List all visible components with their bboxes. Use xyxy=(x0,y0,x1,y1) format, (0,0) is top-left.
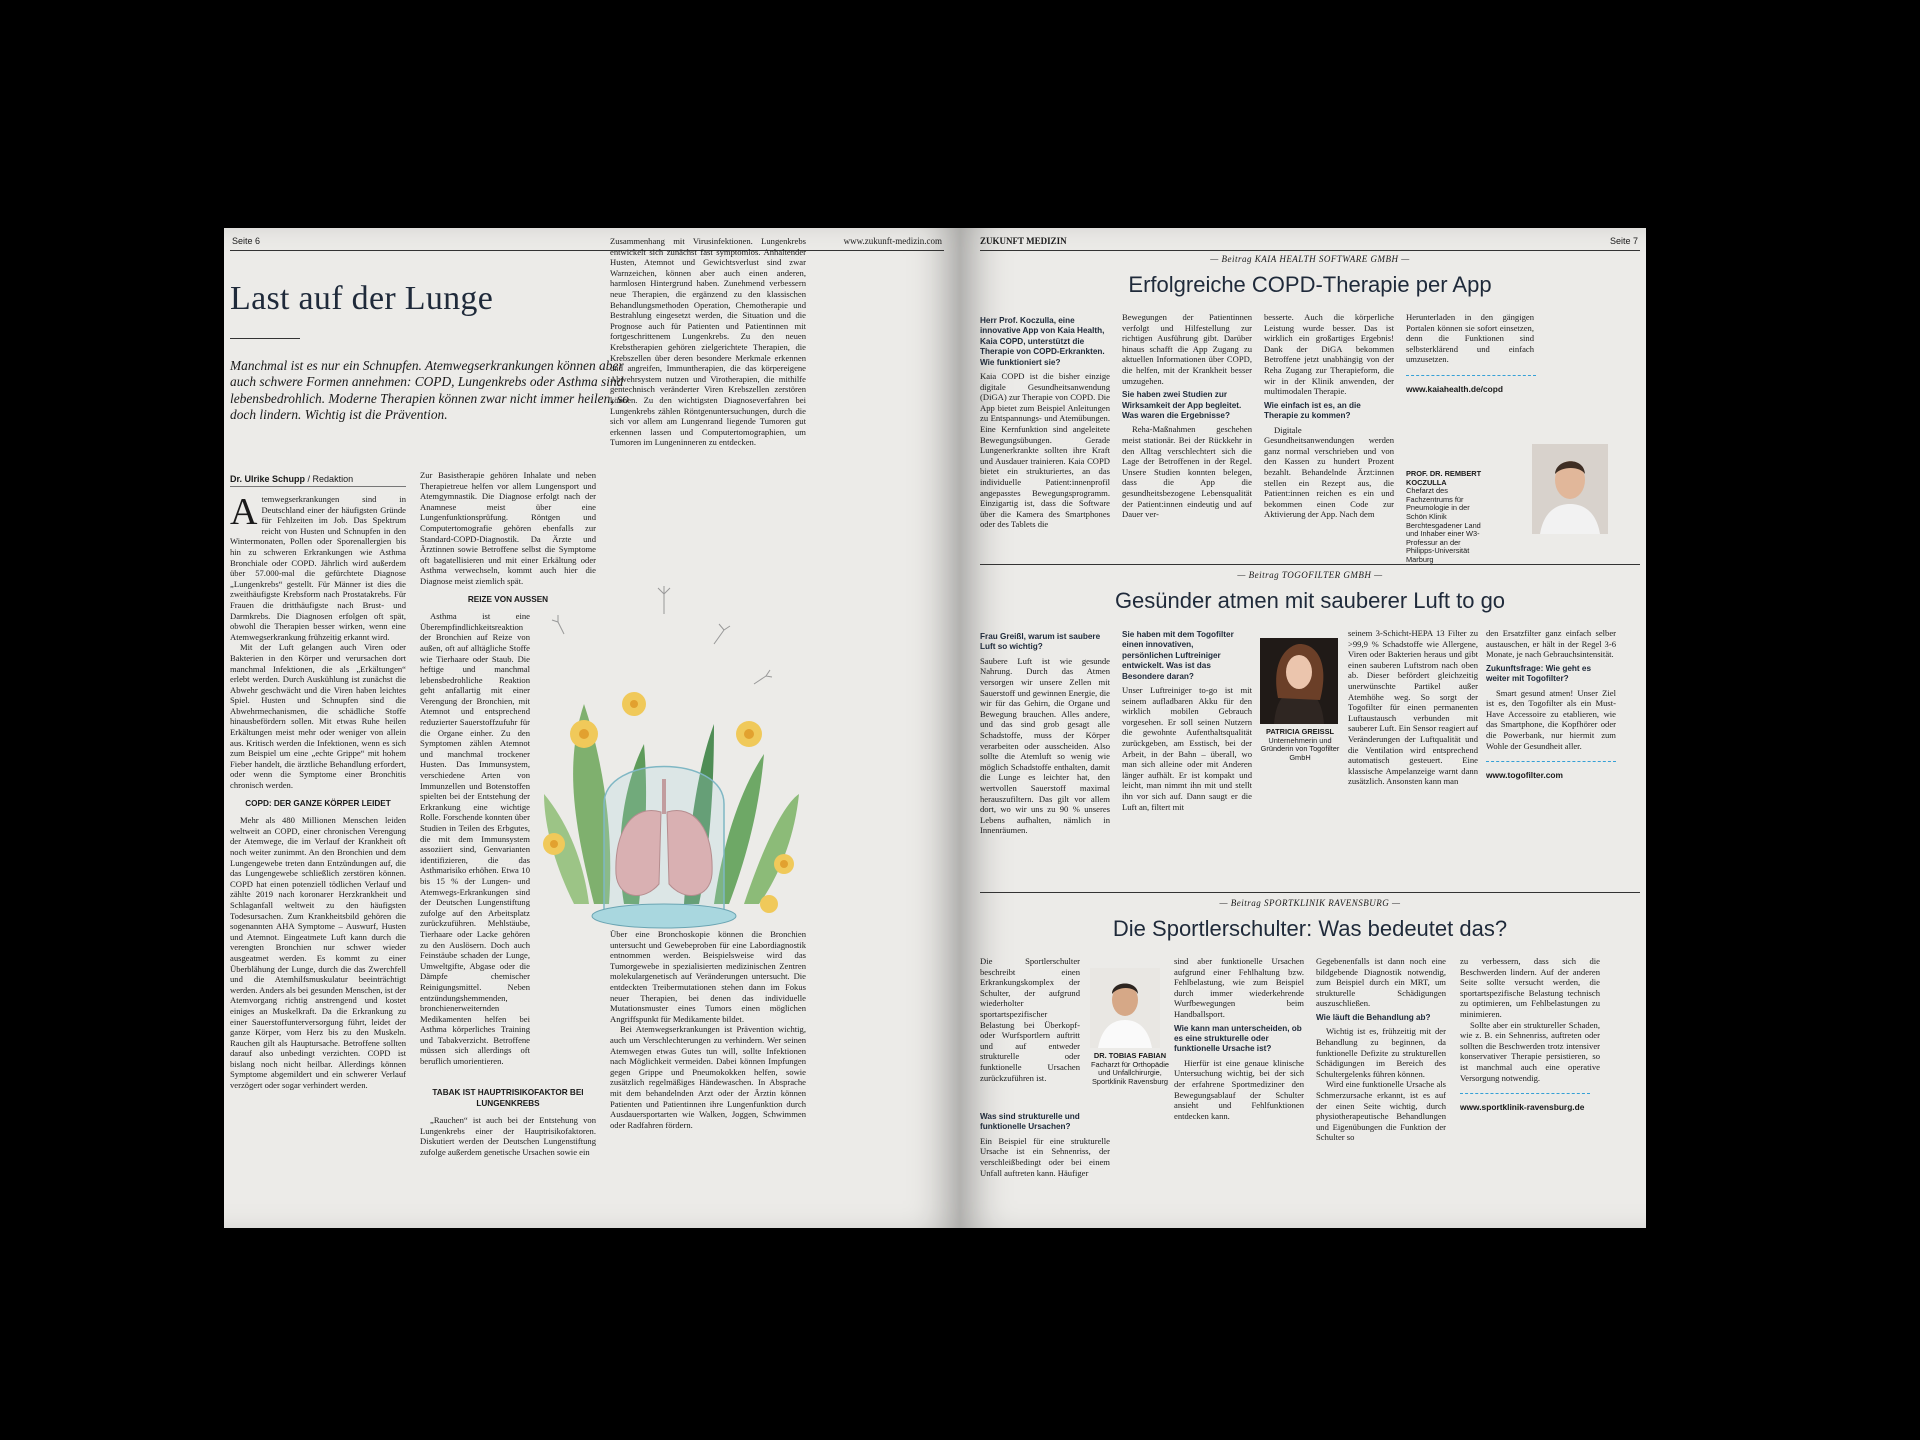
paragraph: Wird eine funktionelle Ursache als Schmerzursache erkannt, ist es auf der einen Seite wichtig, durch physiotherapeutische Behandlungen und Eigenübungen die Funktion der Schulter so xyxy=(1316,1079,1446,1143)
person-icon xyxy=(1532,444,1608,534)
byline-rule xyxy=(230,486,406,487)
paragraph: Herunterladen in den gängigen Portalen können sie sofort einsetzen, denn die Funktionen sind selbsterklärend und einfach umzusetzen. xyxy=(1406,312,1534,365)
author-name: Dr. Ulrike Schupp xyxy=(230,474,306,484)
author-role: / Redaktion xyxy=(307,474,354,484)
drop-cap: A xyxy=(230,491,258,533)
interview-column xyxy=(1316,956,1446,1143)
header-rule xyxy=(230,250,944,251)
person-name: DR. TOBIAS FABIAN xyxy=(1093,1051,1167,1060)
person-icon xyxy=(1090,968,1160,1048)
interview-column xyxy=(980,1108,1110,1178)
paragraph: Saubere Luft ist wie gesunde Nahrung. Durch das Atmen versorgen wir unsere Zellen mit Sauerstoff und gewinnen Energie, die wir für das Gehirn, die Organe und Bewegung brauchen. Alles andere, und das sind grob gesagt alle Schadstoffe, muss der Körper verarbeiten oder ausscheiden. Also sollte die Atemluft so wenig wie möglich Schadstoffe enthalten, damit die Lunge es leichter hat, den wertvollen Sauerstoff maximal herauszufiltern. Das gilt vor allem dort, wo wir uns zu 90 % unseres Lebens aufhalten, nämlich in Innenräumen. xyxy=(980,655,1110,836)
interview-column xyxy=(980,312,1110,530)
paragraph: besserte. Auch die körperliche Leistung wurde besser. Das ist wirklich ein großartiges Ergebnis! Dank der DiGA bekommen Betroffene jetzt unabhängig von der Reha Zugang zur Therapieform, die wir in der Klinik anwenden, der multimodalen Therapie. xyxy=(1264,312,1394,397)
link-divider xyxy=(1460,1093,1590,1094)
interview-question: Herr Prof. Koczulla, eine innovative App von Kaia Health, Kaia COPD, unterstützt die Therapie von COPD-Erkrankten. Wie funktioniert sie? xyxy=(980,316,1105,367)
interview-question: Was sind strukturelle und funktionelle Ursachen? xyxy=(980,1112,1080,1132)
intro-paragraph: temwegserkrankungen sind in Deutschland einer der häufigsten Gründe für Fehlzeiten im Job. Das Spektrum reicht von Husten und Schnupfen in den Wintermonaten, Pollen oder Sporenallergien bis hin zu schweren Erkrankungen wie Asthma Bronchiale oder COPD. Jährlich wird außerdem über 57.000-mal die gefürchtete Diagnose „Lungenkrebs“ gestellt. Für Männer ist dies die zweithäufigste Krebsform nach Prostatakrebs. Für Frauen die dritthäufigste nach Brust- und Darmkrebs. Die Diagnosen erfolgen oft spät, obwohl die Therapien besser wirken, wenn eine Atemwegserkrankung frühzeitig erkannt wird. xyxy=(230,494,406,642)
portrait-caption xyxy=(1090,1052,1170,1086)
paragraph: Ein Beispiel für eine strukturelle Ursache ist ein Sehnenriss, der verschleißbedingt oder bei einem Unfall auftreten kann. Häufiger xyxy=(980,1135,1110,1178)
article-column-2b xyxy=(420,1080,596,1158)
glass-dome-icon xyxy=(592,767,736,929)
person-role: Facharzt für Orthopädie und Unfallchirurgie, Sportklinik Ravensburg xyxy=(1090,1059,1170,1086)
interview-question: Wie einfach ist es, an die Therapie zu kommen? xyxy=(1264,400,1361,421)
person-name: PROF. DR. REMBERT KOCZULLA xyxy=(1406,469,1482,487)
paragraph: Reha-Maßnahmen geschehen meist stationär. Bei der Rückkehr in den Alltag verschlechtert sich die Lage der Betroffenen in der Regel. Unsere Studien konnten belegen, dass die App die gesundheitsbezogene Lebensqualität der Patient:innen eindeutig und auf Dauer ver- xyxy=(1122,424,1252,520)
left-page xyxy=(224,228,960,1228)
paragraph: „Rauchen“ ist auch bei der Entstehung von Lungenkrebs einer der Hauptrisikofaktoren. Diskutiert werden der Deutschen Lungenstiftung zufolge außerdem genetische Ursachen sowie ein xyxy=(420,1115,596,1157)
paragraph: Sollte aber ein struktureller Schaden, wie z. B. ein Sehnenriss, auftreten oder sollten die Beschwerden trotz intensiver konservativer Therapie persistieren, so ist manchmal auch eine operative Versorgung notwendig. xyxy=(1460,1019,1600,1083)
paragraph: Kaia COPD ist die bisher einzige digitale Gesundheitsanwendung (DiGA) zur Therapie von COPD. Die App bietet zum Beispiel Anleitungen zu Entspannungs- und Atemübungen. Eine Kernfunktion sind angeleitete Bewegungsübungen. Gerade Lungenerkrankte sollten ihre Kraft und Ausdauer trainieren. Kaia COPD bietet ein strukturiertes, an das individuelle Patient:innenprofil angepasstes Bewegungsprogramm. Einzigartig ist, dass die Software über die Kamera des Smartphones oder des Tablets die xyxy=(980,371,1110,530)
paragraph: Über eine Bronchoskopie können die Bronchien untersucht und Gewebeproben für eine Labordiagnostik entnommen werden. Beispielsweise wird das Tumorgewebe in spezialisierten medizinischen Zentren molekulargenetisch auf Veränderungen untersucht. Die entdeckten Treibermutationen stehen dann im Fokus neuer Therapien, bei denen das individuelle Mutationsmuster eines Tumors einen möglichen Angriffspunkt für Medikamente bildet. xyxy=(610,929,806,1024)
interview-question: Wie kann man unterscheiden, ob es eine strukturelle oder funktionelle Ursache ist? xyxy=(1174,1023,1302,1054)
paragraph: Gegebenenfalls ist dann noch eine bildgebende Diagnostik notwendig, zum Beispiel durch ein MRT, um strukturelle Schädigungen auszuschließen. xyxy=(1316,956,1446,1009)
paragraph: den Ersatzfilter ganz einfach selber austauschen, er hält in der Regel 3-6 Monate, je nach Gebrauchsintensität. xyxy=(1486,628,1616,660)
paragraph: Mehr als 480 Millionen Menschen leiden weltweit an COPD, einer chronischen Verengung der Atemwege, die im Verlauf der Krankheit oft noch weiter zunimmt. An den Bronchien und dem Lungengewebe treten dann Entzündungen auf, die das Lungengewebe schließlich zerstören können. COPD hat einen potenziell tödlichen Verlauf und zählte 2019 nach koronarer Herzkrankheit und Schlaganfall weltweit zu den häufigsten Todesursachen. Zum Krankheitsbild gehören die sogenannten AHA Symptome – Auswurf, Husten und Atemnot. Eingeatmete Luft kann durch die verengten Bronchien nur schwer wieder ausgeatmet werden. Es kommt zu einer Überblähung der Lunge, durch die das Zwerchfell und die Atemhilfsmuskulatur beeinträchtigt werden. Anders als bei gesunden Menschen, ist der Atemvorgang richtig anstrengend und kostet einiges an Muskelkraft. Da die Erkrankung zu einer Sauerstoffunterversorgung führt, leidet der ganze Körper, vom Herz bis zu den Muskeln. Rauchen gilt als Hauptursache. Betroffene sollten darauf also unbedingt verzichten. COPD ist bislang noch nicht heilbar. Allerdings können Symptome abgemildert und ein schwerer Verlauf verzögert oder sogar verhindert werden. xyxy=(230,815,406,1091)
paragraph: Mit der Luft gelangen auch Viren oder Bakterien in den Körper und verursachen dort manchmal Infektionen, die als „Erkältungen“ erlebt werden. Durch Auskühlung ist zunächst die Abwehr geschwächt und die Viren haben leichtes Spiel. Husten und Schnupfen sind die Abwehrmechanismen, die schädliche Stoffe hinausbefördern sollen. Mit etwas Ruhe heilen Erkältungen meist mehr oder weniger von allein aus. Kritisch werden die Infektionen, wenn es sich zum Beispiel um eine „echte Grippe“ mit hohem Fieber handelt, die ärztliche Behandlung erfordert, oder wenn die Symptome einer Bronchitis chronisch werden. xyxy=(230,642,406,791)
interview-question: Sie haben zwei Studien zur Wirksamkeit der App begleitet. Was waren die Ergebnisse? xyxy=(1122,390,1242,420)
paragraph: Hierfür ist eine genaue klinische Untersuchung wichtig, bei der sich der erfahrene Sportmediziner den Bewegungsablauf der Schulter ansieht und Fehlfunktionen entdecken kann. xyxy=(1174,1057,1304,1121)
sponsor-line: — Beitrag SPORTKLINIK RAVENSBURG — xyxy=(1219,898,1401,908)
interview-column xyxy=(1486,628,1616,781)
interview-column xyxy=(1122,312,1252,520)
article-title: Gesünder atmen mit sauberer Luft to go xyxy=(1114,588,1506,613)
person-role: Chefarzt des Fachzentrums für Pneumologie in der Schön Klinik Berchtesgadener Land und Inhaber einer W3-Professur an der Philipps-Universität Marburg xyxy=(1406,486,1481,564)
link-divider xyxy=(1486,761,1616,762)
article-link[interactable]: www.togofilter.com xyxy=(1486,770,1563,781)
interview-column xyxy=(1460,956,1600,1113)
paragraph: Unser Luftreiniger to-go ist mit seinem aufladbaren Akku für den wirklich mobilen Gebrauch vorgesehen. Er soll seinen Nutzern die gewohnte Aufenthaltsqualität zurückgeben, am Esstisch, bei der Arbeit, in der Bahn – überall, wo man sich alleine oder mit Anderen länger aufhält. Er ist kompakt und leicht, man nimmt ihn mit und stellt ihn vor sich auf. Dann saugt er die Luft an, filtert mit xyxy=(1122,685,1252,812)
header-rule xyxy=(980,250,1640,251)
portrait-koczulla xyxy=(1532,444,1608,534)
article-divider xyxy=(980,564,1640,565)
left-page-number: Seite 6 xyxy=(232,236,261,246)
link-divider xyxy=(1406,375,1536,376)
person-role: Unternehmerin und Gründerin von Togofilter GmbH xyxy=(1260,735,1340,762)
subheading: REIZE VON AUSSEN xyxy=(467,594,549,604)
paragraph: sind aber funktionelle Ursachen aufgrund einer Fehlhaltung bzw. Fehlbelastung, wie zum Beispiel durch immer wiederkehrende Wurfbewegungen beim Handballsport. xyxy=(1174,956,1304,1019)
subheading: COPD: DER GANZE KÖRPER LEIDET xyxy=(245,798,391,808)
sponsor-line: — Beitrag TOGOFILTER GMBH — xyxy=(1237,570,1383,580)
article-link[interactable]: www.kaiahealth.de/copd xyxy=(1406,383,1503,394)
portrait-caption xyxy=(1406,470,1486,565)
paragraph: Zusammenhang mit Virusinfektionen. Lungenkrebs entwickelt sich zunächst fast symptomlos. Anhaltender Husten, Atemnot und Gewichtsverlust sind zwar Warnzeichen, können aber auch einen anderen, harmlosen Hintergrund haben. Zunehmend verbessern neue Therapien, die ergänzend zu den klassischen Behandlungsmethoden Operation, Chemotherapie und Bestrahlung eingesetzt werden, die Situation und die Prognose auch für Patienten und Patientinnen mit fortgeschrittenem Lungenkrebs. Zu den neuen Krebstherapien gehören zielgerichtete Therapien, die Krebszellen über deren besondere Merkmale erkennen und angreifen, Immuntherapien, die das körpereigene Abwehrsystem nutzen und Virotherapien, die mithilfe gentechnisch veränderter Viren Krebszellen zerstören können. Zu den wichtigsten Diagnoseverfahren bei Lungenkrebs zählen Röntgenuntersuchungen, durch die sich vor allem am Lungenrand liegende Tumoren gut erkennen lassen und Computertomographien, um Tumoren im Lungeninneren zu entdecken. xyxy=(610,236,806,448)
person-name: PATRICIA GREISSL xyxy=(1265,727,1335,736)
interview-column xyxy=(980,628,1110,836)
interview-column xyxy=(1122,626,1252,812)
paragraph: Bewegungen der Patientinnen verfolgt und Hilfestellung zur richtigen Ausführung gibt. Darüber hinaus schafft die App Zugang zu aktuellen Informationen über COPD, die helfen, mit der Krankheit besser umzugehen. xyxy=(1122,312,1252,386)
paragraph: Die Sportlerschulter beschreibt einen Erkrankungskomplex der Schulter, der aufgrund wiederholter sportartspezifischer Belastung bei Überkopf- oder Wurfsportlern auftritt und auf entweder strukturelle oder funktionelle Ursachen zurückzuführen ist. xyxy=(980,956,1080,1083)
lead-text: Manchmal ist es nur ein Schnupfen. Atemwegserkrankungen können aber auch schwere Formen annehmen: COPD, Lungenkrebs oder Asthma sind lebensbedrohlich. Moderne Therapien können zwar nicht immer heilen, so doch lindern. Wichtig ist die Prävention. xyxy=(230,358,629,423)
right-page xyxy=(960,228,1646,1228)
person-icon xyxy=(1260,638,1338,724)
interview-question: Sie haben mit dem Togofilter einen innovativen, persönlichen Luftreiniger entwickelt. Was ist das Besondere daran? xyxy=(1122,630,1234,681)
article-divider xyxy=(980,892,1640,893)
article-column-1 xyxy=(230,491,406,1091)
article-column-3b xyxy=(610,929,806,1130)
paragraph: Digitale Gesundheitsanwendungen werden ganz normal verschrieben und von den Kassen zu hundert Prozent bezahlt. Behandelnde Ärzt:innen stellen ein Rezept aus, die Patient:innen reichen es ein und bekommen einen Code zur Aktivierung der App. Nach dem xyxy=(1264,424,1394,520)
portrait-fabian xyxy=(1090,968,1160,1048)
interview-column xyxy=(1348,628,1478,787)
paragraph: Asthma ist eine Überempfindlichkeitsreaktion der Bronchien auf Reize von außen, oft auf alltägliche Stoffe wie Tierhaare oder Staub. Die heftige und manchmal lebensbedrohliche Reaktion geht anfallartig mit einer Verengung der Bronchien, mit Atemnot und entsprechend reduzierter Sauerstoffzufuhr für die Organe einher. Zu den Symptomen zählen Atemnot und manchmal trockener Husten. Das Immunsystem, verschiedene Arten von Immunzellen und Botenstoffen spielten bei der Entstehung der Erkrankung eine wichtige Rolle. Forschende konnten über Studien in Teilen des Erbgutes, die mit dem Immunsystem assoziiert sind, Genvarianten identifizieren, die das Asthmarisiko erhöhen. Etwa 10 bis 15 % der Lungen- und Atemwegs-Erkrankungen sind der Deutschen Lungenstiftung zufolge auf den Arbeitsplatz zurückzuführen. Mehlstäube, Tierhaare oder Lacke gehören zu den Auslösern. Doch auch Feinstäube schaden der Lunge, Umweltgifte, Abgase oder die Dämpfe chemischer Reinigungsmittel. Neben entzündungshemmenden, bronchienerweiternden Medikamenten helfen bei Asthma körperliches Training und Tabakverzicht. Betroffene müssen sich allerdings oft beruflich umorientieren. xyxy=(420,611,530,1067)
interview-column xyxy=(1406,312,1534,395)
page-title: Last auf der Lunge xyxy=(230,280,494,317)
paragraph: seinem 3-Schicht-HEPA 13 Filter zu >99,9 % Schadstoffe wie Allergene, Viren oder Bakterien heraus und gibt einen sauberen Luftstrom nach oben ab. Dieser befördert gleichzeitig unerwünschte Partikel außer Atemhöhe weg. So sorgt der Togofilter für einen permanenten Luftaustausch verbunden mit sauberer Luft. Ein Sensor reagiert auf Veränderungen der Luftqualität und die Ventilation wird entsprechend automatisch gesteuert. Eine klassische Ampelanzeige warnt dann zusätzlich. Ansonsten kann man xyxy=(1348,628,1478,787)
interview-question: Frau Greißl, warum ist saubere Luft so wichtig? xyxy=(980,632,1101,652)
interview-question: Zukunftsfrage: Wie geht es weiter mit Togofilter? xyxy=(1486,663,1592,684)
paragraph: Bei Atemwegserkrankungen ist Prävention wichtig, auch um Verschlechterungen zu verhindern. Wer seinen Atemwegen etwas Gutes tun will, sollte Infektionen nach Möglichkeit vermeiden. Dabei können Impfungen gegen Grippe und Pneumokokken helfen, sowie zusätzlich regelmäßiges Händewaschen. In Absprache mit dem behandelnden Arzt oder der Ärztin können Patienten und Patientinnen ihre Lungenfunktion durch Ausdauersportarten wie Walken, Joggen, Schwimmen oder Radfahren fördern. xyxy=(610,1024,806,1130)
interview-column xyxy=(980,956,1080,1083)
portrait-greissl xyxy=(1260,638,1338,724)
paragraph: Wichtig ist es, frühzeitig mit der Behandlung zu beginnen, da funktionelle Defizite zu strukturellen Schädigungen im Bereich des Schultergelenks führen können. xyxy=(1316,1026,1446,1079)
lung-plant-illustration xyxy=(514,584,814,934)
subheading: TABAK IST HAUPTRISIKOFAKTOR BEI LUNGENKREBS xyxy=(432,1088,584,1108)
sponsor-line: — Beitrag KAIA HEALTH SOFTWARE GMBH — xyxy=(1210,254,1410,264)
interview-question: Wie läuft die Behandlung ab? xyxy=(1316,1012,1431,1022)
dandelion-seeds-icon xyxy=(552,586,772,684)
article-link[interactable]: www.sportklinik-ravensburg.de xyxy=(1460,1102,1585,1113)
interview-column xyxy=(1174,956,1304,1121)
byline xyxy=(230,474,410,484)
portrait-caption xyxy=(1260,728,1340,762)
article-title: Die Sportlerschulter: Was bedeutet das? xyxy=(1112,916,1508,941)
title-rule xyxy=(230,338,300,339)
article-column-3 xyxy=(610,236,806,448)
left-page-url: www.zukunft-medizin.com xyxy=(843,236,942,246)
paragraph: Zur Basistherapie gehören Inhalate und neben Therapietreue helfen vor allem Lungensport und Atemgymnastik. Die Diagnose erfolgt nach der Anamnese meist über eine Lungenfunktionsprüfung. Röntgen und Computertomografie gehören ebenfalls zur Standard-COPD-Diagnostik. Da Ärzte und Ärztinnen sowie Betroffene selbst die Symptome oft bagatellisieren und mit einer Erkältung oder Asthma verwechseln, kommt auch hier die Diagnose meist ziemlich spät. xyxy=(420,470,596,586)
paragraph: zu verbessern, dass sich die Beschwerden lindern. Auf der anderen Seite sollte versucht werden, die sportartspezifische Belastung technisch zu optimieren, um Fehlbelastungen zu minimieren. xyxy=(1460,956,1600,1019)
right-page-number: Seite 7 xyxy=(1609,236,1638,246)
interview-column xyxy=(1264,312,1394,520)
section-label: ZUKUNFT MEDIZIN xyxy=(980,236,1067,246)
paragraph: Smart gesund atmen! Unser Ziel ist es, den Togofilter als ein Must-Have Accessoire zu etablieren, wie das Smartphone, die Kopfhörer oder die Powerbank, nur hiermit zum Wohle der Gesundheit aller. xyxy=(1486,687,1616,751)
article-title: Erfolgreiche COPD-Therapie per App xyxy=(1128,272,1492,297)
